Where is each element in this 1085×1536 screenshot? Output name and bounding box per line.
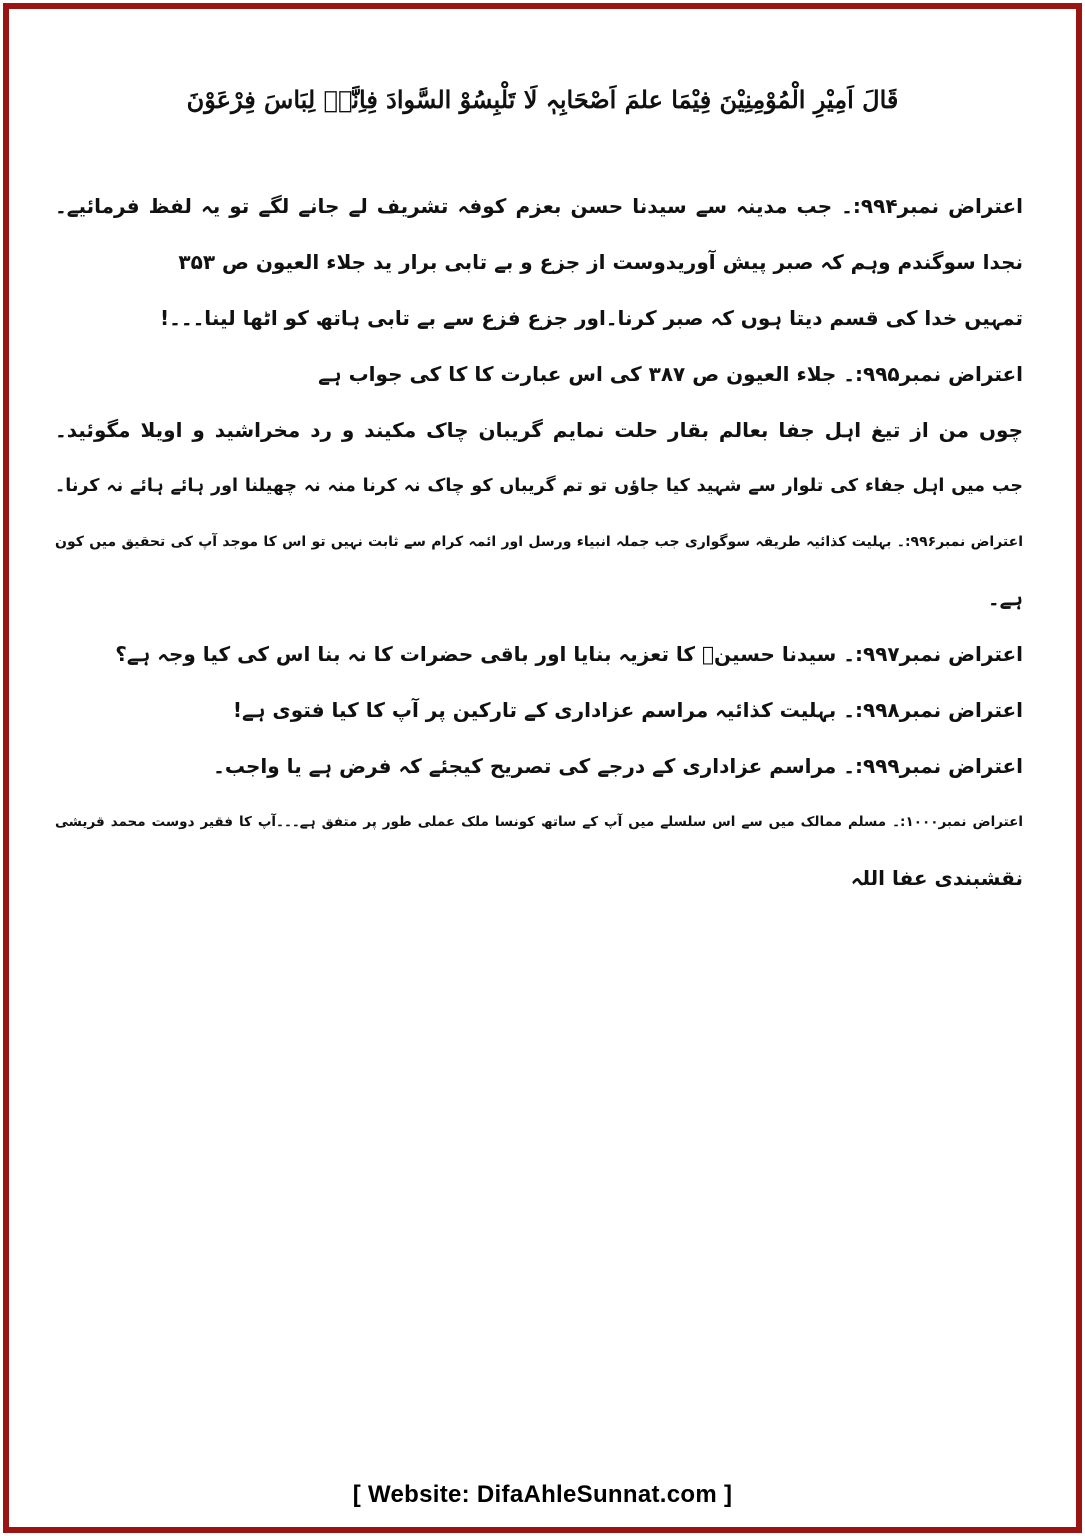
signature-line: نقشبندی عفا اللہ [850, 866, 1023, 890]
text-line: اعتراض نمبر۹۹۹:۔ مراسم عزاداری کے درجے کی تصریح کیجئے کہ فرض ہے یا واجب۔ [213, 754, 1023, 778]
document-body [55, 178, 1023, 906]
text-line: چوں من از تیغ اہل جفا بعالم بقار حلت نمایم گریبان چاک مکیند و رد مخراشید و اویلا مگوئید۔ [55, 418, 1023, 442]
text-line: اعتراض نمبر۱۰۰۰:۔ مسلم ممالک میں سے اس سلسلے میں آپ کے ساتھ کونسا ملک عملی طور پر متفق ہے۔۔۔آپ کا فقیر دوست محمد قریشی [55, 814, 1023, 830]
page-heading: قَالَ اَمِیْرِ الْمُوْمِنِیْنَ فِیْمَا علمَ اَصْحَابِہٖ لَا تَلْبِسُوْ السَّوادَ فِاِنَّہٗ لِبَاسَ فِرْعَوْنَ [186, 85, 899, 114]
text-line: نجدا سوگندم وہم کہ صبر پیش آوریدوست از جزع و بے تابی برار ید جلاء العیون ص ۳۵۳ [178, 250, 1023, 274]
website-footer: [ Website: DifaAhleSunnat.com ] [352, 1481, 733, 1508]
text-line: اعتراض نمبر۹۹۷:۔ سیدنا حسینؓ کا تعزیہ بنایا اور باقی حضرات کا نہ بنا اس کی کیا وجہ ہے؟ [115, 642, 1023, 666]
text-line: جب میں اہل جفاء کی تلوار سے شہید کیا جاؤں تو تم گریباں کو چاک نہ کرنا منہ نہ چھیلنا اور ہائے ہائے نہ کرنا۔ [55, 476, 1023, 496]
text-line: اعتراض نمبر۹۹۴:۔ جب مدینہ سے سیدنا حسن بعزم کوفہ تشریف لے جانے لگے تو یہ لفظ فرمائیے۔ [55, 194, 1023, 218]
text-line: تمہیں خدا کی قسم دیتا ہوں کہ صبر کرنا۔اور جزع فزع سے بے تابی ہاتھ کو اٹھا لینا۔۔۔! [160, 306, 1023, 330]
text-line: ہے۔ [987, 586, 1023, 610]
text-line: اعتراض نمبر۹۹۵:۔ جلاء العیون ص ۳۸۷ کی اس عبارت کا کا کی جواب ہے [318, 362, 1023, 386]
text-line: اعتراض نمبر۹۹۸:۔ بہلیت کذائیہ مراسم عزاداری کے تارکین پر آپ کا کیا فتوی ہے! [232, 698, 1023, 722]
text-line: اعتراض نمبر۹۹۶:۔ بہلیت کذائیہ طریقہ سوگواری جب جملہ انبیاء ورسل اور ائمہ کرام سے ثابت نہیں تو اس کا موجد آپ کی تحقیق میں کون [55, 534, 1023, 550]
